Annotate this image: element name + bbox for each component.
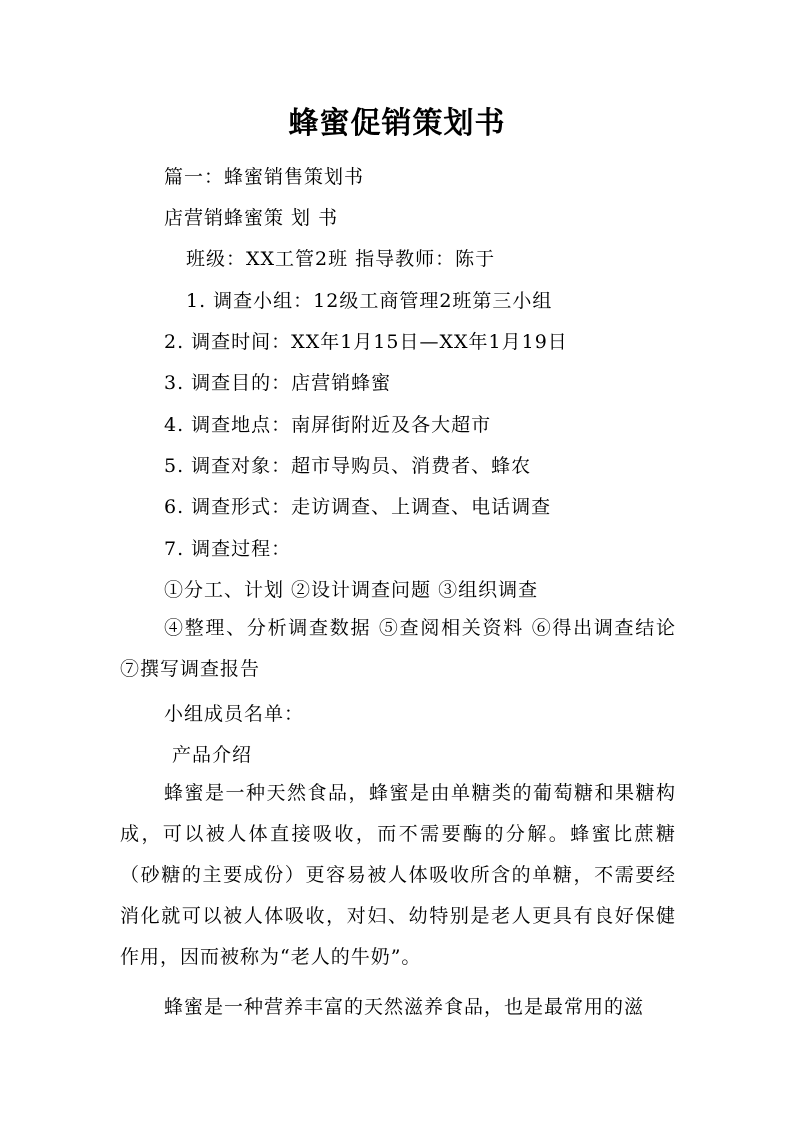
- list-item-survey-subjects: 5. 调查对象：超市导购员、消费者、蜂农: [164, 455, 532, 477]
- list-item-survey-group: 1. 调查小组：12级工商管理2班第三小组: [186, 290, 553, 312]
- list-item-survey-form: 6. 调查形式：走访调查、上调查、电话调查: [164, 496, 552, 518]
- members-label: 小组成员名单：: [164, 703, 305, 725]
- list-item-survey-location: 4. 调查地点：南屏街附近及各大超市: [164, 414, 492, 436]
- document-title: 蜂蜜促销策划书: [288, 106, 506, 141]
- section-heading: 篇一：蜂蜜销售策划书: [164, 166, 365, 188]
- body-paragraph: 蜂蜜是一种天然食品，蜂蜜是由单糖类的葡萄糖和果糖构成，可以被人体直接吸收，而不需要酶的分解。蜂蜜比蔗糖（砂糖的主要成份）更容易被人体吸收所含的单糖，不需要经消化就可以被人体吸收，对妇、幼特别是老人更具有良好保健作用，因而被称为“老人的牛奶”。: [120, 782, 676, 968]
- body-paragraph: 蜂蜜是一种营养丰富的天然滋养食品，也是最常用的滋: [164, 996, 645, 1018]
- process-steps-continued: ④整理、分析调查数据 ⑤查阅相关资料 ⑥得出调查结论 ⑦撰写调查报告: [120, 617, 676, 680]
- process-steps-line: ①分工、计划 ②设计调查问题 ③组织调查: [164, 579, 539, 601]
- plan-subtitle: 店营销蜂蜜策 划 书: [164, 207, 339, 229]
- class-teacher-line: 班级：XX工管2班 指导教师：陈于: [186, 248, 496, 270]
- product-heading: 产品介绍: [172, 744, 253, 766]
- list-item-survey-time: 2. 调查时间：XX年1月15日—XX年1月19日: [164, 331, 568, 353]
- list-item-survey-purpose: 3. 调查目的：店营销蜂蜜: [164, 372, 392, 394]
- list-item-survey-process: 7. 调查过程：: [164, 538, 292, 560]
